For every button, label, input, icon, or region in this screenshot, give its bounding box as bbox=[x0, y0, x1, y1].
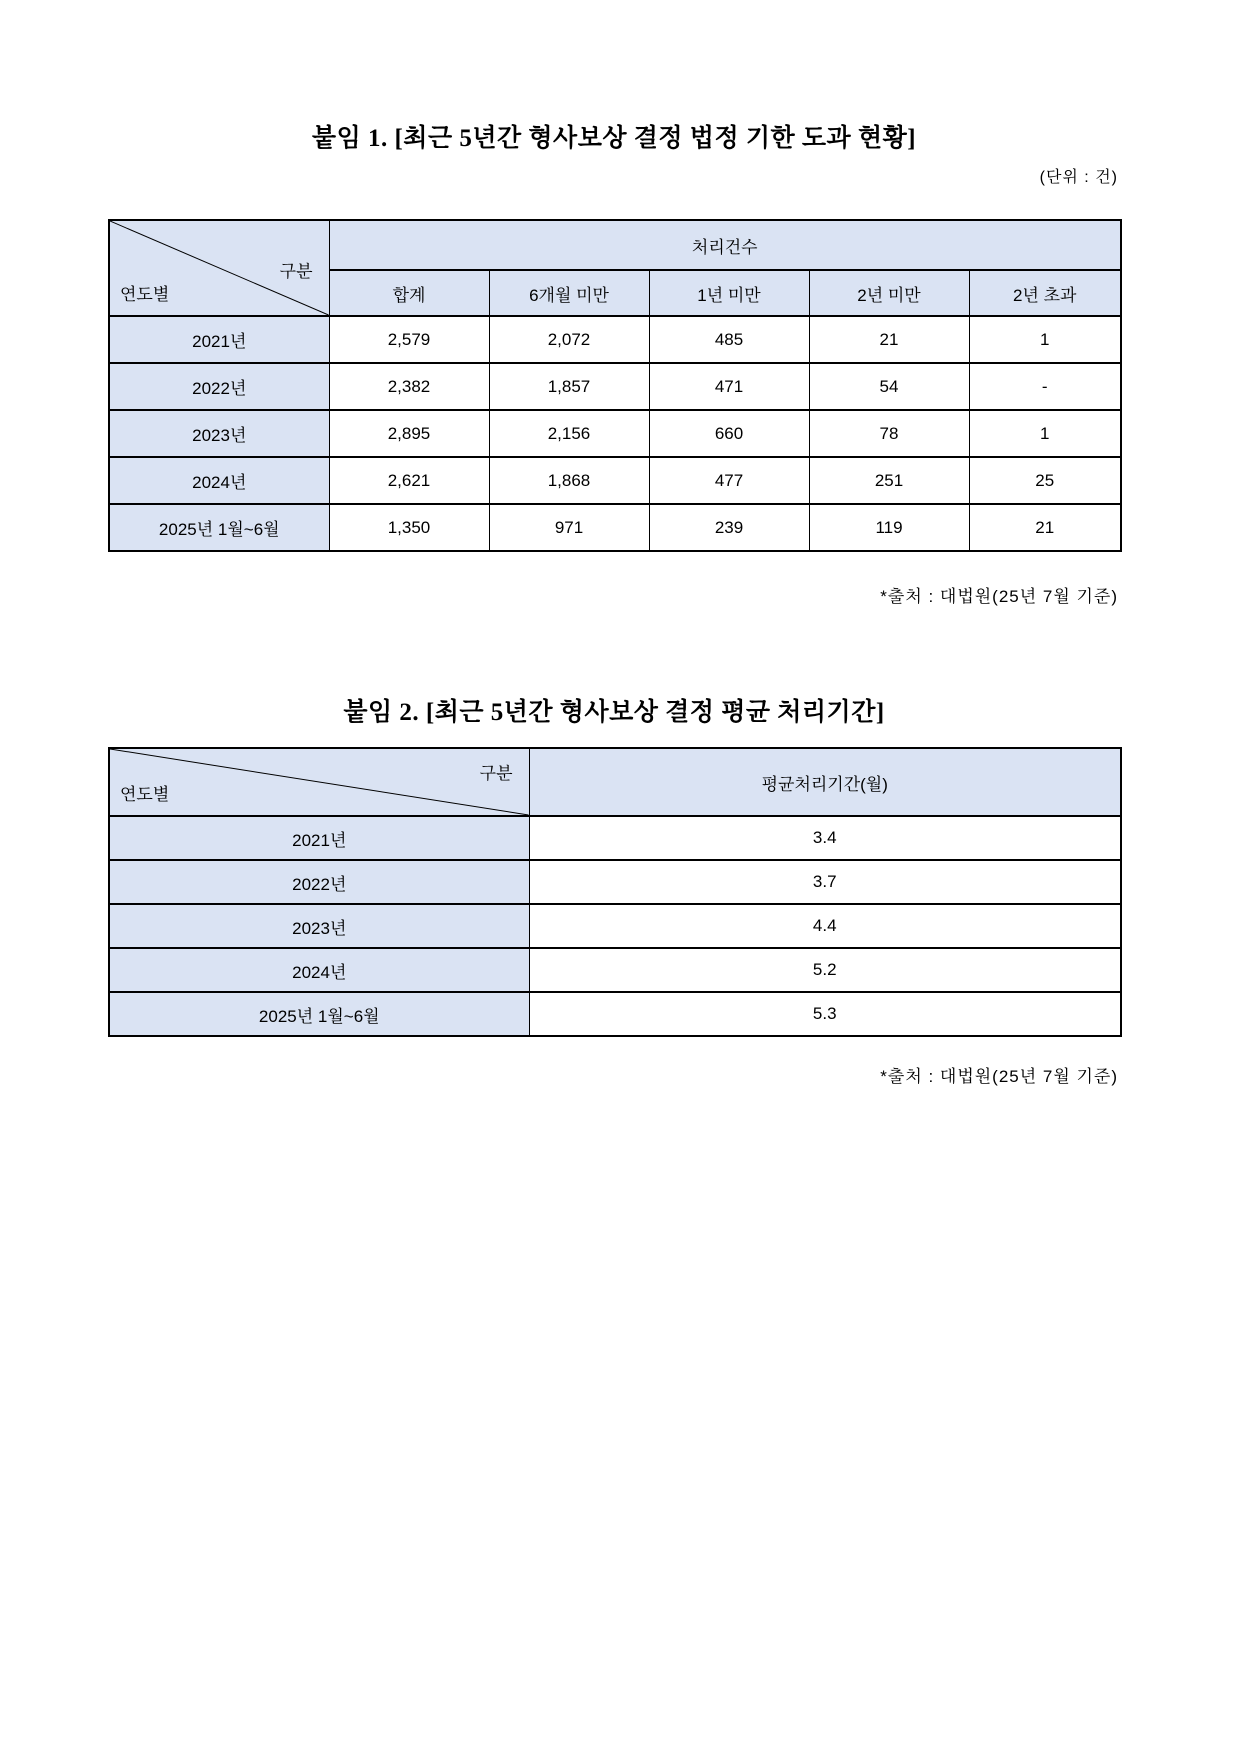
value-cell: 21 bbox=[809, 316, 969, 363]
year-cell: 2023년 bbox=[109, 904, 529, 948]
value-cell: 971 bbox=[489, 504, 649, 551]
table-row bbox=[109, 316, 1121, 363]
value-cell: 1 bbox=[969, 316, 1121, 363]
value-cell: 2,579 bbox=[329, 316, 489, 363]
table2-col-header: 평균처리기간(월) bbox=[529, 748, 1121, 816]
value-cell: 2,072 bbox=[489, 316, 649, 363]
value-cell: 78 bbox=[809, 410, 969, 457]
year-cell: 2021년 bbox=[109, 316, 329, 363]
value-cell: 3.4 bbox=[529, 816, 1121, 860]
table1-overdue-status bbox=[108, 219, 1122, 552]
table1-corner-bottom-label: 연도별 bbox=[120, 285, 170, 304]
value-cell: 54 bbox=[809, 363, 969, 410]
year-cell: 2024년 bbox=[109, 948, 529, 992]
table1-col-header: 1년 미만 bbox=[649, 270, 809, 316]
value-cell: 119 bbox=[809, 504, 969, 551]
table1-col-header: 6개월 미만 bbox=[489, 270, 649, 316]
value-cell: 1,857 bbox=[489, 363, 649, 410]
value-cell: 485 bbox=[649, 316, 809, 363]
value-cell: 2,621 bbox=[329, 457, 489, 504]
table2-title: 붙임 2. [최근 5년간 형사보상 결정 평균 처리기간] bbox=[343, 699, 885, 726]
value-cell: 660 bbox=[649, 410, 809, 457]
table2-source-note: *출처 : 대법원(25년 7월 기준) bbox=[880, 1067, 1118, 1086]
document-content bbox=[108, 0, 1120, 1754]
table-row bbox=[109, 410, 1121, 457]
value-cell: 251 bbox=[809, 457, 969, 504]
year-cell: 2025년 1월~6월 bbox=[109, 992, 529, 1036]
value-cell: 1,350 bbox=[329, 504, 489, 551]
value-cell: 1 bbox=[969, 410, 1121, 457]
unit-note: (단위 : 건) bbox=[1039, 169, 1118, 186]
table2-corner-bottom-label: 연도별 bbox=[120, 785, 170, 804]
table-row bbox=[109, 904, 1121, 948]
value-cell: 2,895 bbox=[329, 410, 489, 457]
table1-col-header: 2년 미만 bbox=[809, 270, 969, 316]
table1-group-header: 처리건수 bbox=[329, 220, 1121, 270]
year-cell: 2021년 bbox=[109, 816, 529, 860]
table-row bbox=[109, 457, 1121, 504]
value-cell: 21 bbox=[969, 504, 1121, 551]
table1-corner-top-label: 구분 bbox=[279, 262, 313, 281]
year-cell: 2024년 bbox=[109, 457, 329, 504]
table-row bbox=[109, 363, 1121, 410]
value-cell: 5.2 bbox=[529, 948, 1121, 992]
table2-corner-top-label: 구분 bbox=[479, 764, 513, 783]
value-cell: 1,868 bbox=[489, 457, 649, 504]
table2-avg-processing-time bbox=[108, 747, 1122, 1037]
value-cell: 477 bbox=[649, 457, 809, 504]
table1-title: 붙임 1. [최근 5년간 형사보상 결정 법정 기한 도과 현황] bbox=[311, 125, 917, 152]
table-row bbox=[109, 948, 1121, 992]
table1-source-note: *출처 : 대법원(25년 7월 기준) bbox=[880, 587, 1118, 606]
value-cell: 4.4 bbox=[529, 904, 1121, 948]
value-cell: 471 bbox=[649, 363, 809, 410]
table-row bbox=[109, 992, 1121, 1036]
table-row bbox=[109, 504, 1121, 551]
table1-corner-cell bbox=[109, 220, 329, 316]
value-cell: 25 bbox=[969, 457, 1121, 504]
table2-corner-cell bbox=[109, 748, 529, 816]
diagonal-line bbox=[110, 749, 529, 815]
table1-col-header: 합계 bbox=[329, 270, 489, 316]
table-row bbox=[109, 816, 1121, 860]
year-cell: 2023년 bbox=[109, 410, 329, 457]
year-cell: 2022년 bbox=[109, 363, 329, 410]
value-cell: 2,156 bbox=[489, 410, 649, 457]
year-cell: 2025년 1월~6월 bbox=[109, 504, 329, 551]
value-cell: - bbox=[969, 363, 1121, 410]
table1-col-header: 2년 초과 bbox=[969, 270, 1121, 316]
value-cell: 239 bbox=[649, 504, 809, 551]
table-row bbox=[109, 860, 1121, 904]
value-cell: 5.3 bbox=[529, 992, 1121, 1036]
year-cell: 2022년 bbox=[109, 860, 529, 904]
value-cell: 2,382 bbox=[329, 363, 489, 410]
value-cell: 3.7 bbox=[529, 860, 1121, 904]
